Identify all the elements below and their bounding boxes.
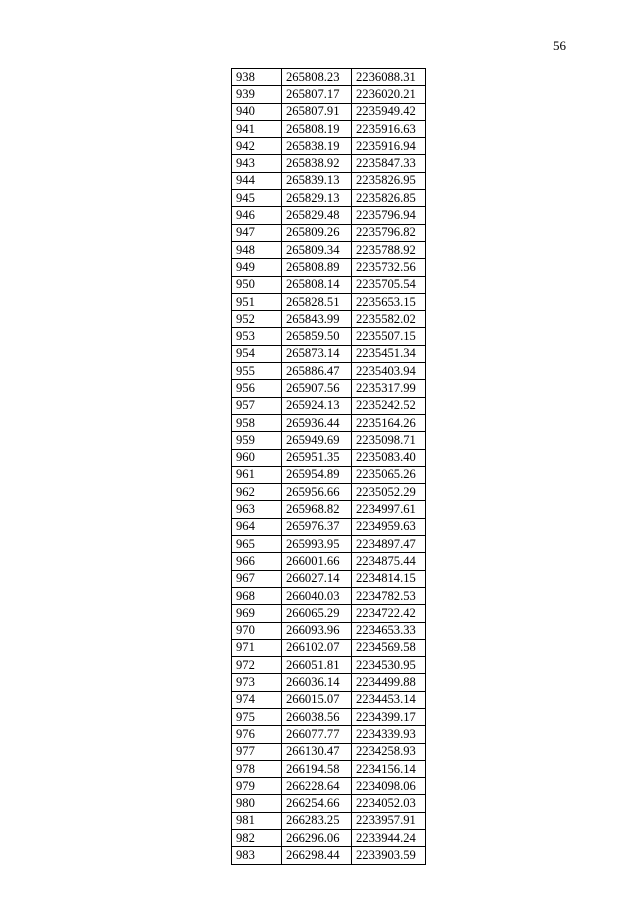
table-row [232,778,426,795]
y-coordinate-cell: 2235796.94 [352,207,426,224]
table-row [232,172,426,189]
point-number-cell: 950 [232,276,282,293]
x-coordinate-cell: 266015.07 [282,691,352,708]
coordinates-table [231,68,426,865]
y-coordinate-cell: 2235916.94 [352,138,426,155]
y-coordinate-cell: 2234653.33 [352,622,426,639]
y-coordinate-cell: 2235451.34 [352,345,426,362]
y-coordinate-cell: 2234156.14 [352,760,426,777]
table-row [232,86,426,103]
x-coordinate-cell: 265886.47 [282,363,352,380]
point-number-cell: 949 [232,259,282,276]
table-row [232,536,426,553]
x-coordinate-cell: 265828.51 [282,293,352,310]
x-coordinate-cell: 265924.13 [282,397,352,414]
coordinates-table-body [232,69,426,865]
point-number-cell: 982 [232,830,282,847]
point-number-cell: 943 [232,155,282,172]
x-coordinate-cell: 265949.69 [282,432,352,449]
table-row [232,207,426,224]
x-coordinate-cell: 265808.23 [282,69,352,86]
point-number-cell: 942 [232,138,282,155]
y-coordinate-cell: 2234722.42 [352,605,426,622]
y-coordinate-cell: 2235164.26 [352,414,426,431]
point-number-cell: 956 [232,380,282,397]
table-row [232,120,426,137]
table-row [232,155,426,172]
x-coordinate-cell: 265956.66 [282,484,352,501]
table-row [232,743,426,760]
y-coordinate-cell: 2234098.06 [352,778,426,795]
y-coordinate-cell: 2235582.02 [352,311,426,328]
point-number-cell: 948 [232,241,282,258]
x-coordinate-cell: 266051.81 [282,657,352,674]
table-row [232,484,426,501]
x-coordinate-cell: 265968.82 [282,501,352,518]
y-coordinate-cell: 2235065.26 [352,466,426,483]
y-coordinate-cell: 2234399.17 [352,708,426,725]
point-number-cell: 959 [232,432,282,449]
point-number-cell: 946 [232,207,282,224]
y-coordinate-cell: 2234453.14 [352,691,426,708]
y-coordinate-cell: 2235788.92 [352,241,426,258]
table-row [232,760,426,777]
table-row [232,363,426,380]
table-row [232,622,426,639]
y-coordinate-cell: 2234569.58 [352,639,426,656]
point-number-cell: 955 [232,363,282,380]
point-number-cell: 978 [232,760,282,777]
y-coordinate-cell: 2235098.71 [352,432,426,449]
y-coordinate-cell: 2235242.52 [352,397,426,414]
x-coordinate-cell: 265807.91 [282,103,352,120]
x-coordinate-cell: 265976.37 [282,518,352,535]
x-coordinate-cell: 266298.44 [282,847,352,864]
table-row [232,345,426,362]
y-coordinate-cell: 2234052.03 [352,795,426,812]
y-coordinate-cell: 2236088.31 [352,69,426,86]
y-coordinate-cell: 2235916.63 [352,120,426,137]
table-row [232,691,426,708]
y-coordinate-cell: 2235826.85 [352,190,426,207]
x-coordinate-cell: 266296.06 [282,830,352,847]
table-row [232,103,426,120]
x-coordinate-cell: 266040.03 [282,587,352,604]
x-coordinate-cell: 265907.56 [282,380,352,397]
x-coordinate-cell: 265873.14 [282,345,352,362]
table-row [232,397,426,414]
table-row [232,830,426,847]
x-coordinate-cell: 266001.66 [282,553,352,570]
table-row [232,795,426,812]
table-row [232,414,426,431]
table-row [232,587,426,604]
table-row [232,311,426,328]
point-number-cell: 973 [232,674,282,691]
x-coordinate-cell: 265829.13 [282,190,352,207]
y-coordinate-cell: 2234782.53 [352,587,426,604]
point-number-cell: 945 [232,190,282,207]
y-coordinate-cell: 2235732.56 [352,259,426,276]
x-coordinate-cell: 266130.47 [282,743,352,760]
x-coordinate-cell: 265808.14 [282,276,352,293]
table-row [232,241,426,258]
x-coordinate-cell: 265859.50 [282,328,352,345]
x-coordinate-cell: 266254.66 [282,795,352,812]
y-coordinate-cell: 2234258.93 [352,743,426,760]
table-row [232,657,426,674]
point-number-cell: 957 [232,397,282,414]
y-coordinate-cell: 2234530.95 [352,657,426,674]
y-coordinate-cell: 2235403.94 [352,363,426,380]
x-coordinate-cell: 265807.17 [282,86,352,103]
x-coordinate-cell: 266077.77 [282,726,352,743]
table-row [232,674,426,691]
point-number-cell: 954 [232,345,282,362]
point-number-cell: 960 [232,449,282,466]
y-coordinate-cell: 2235507.15 [352,328,426,345]
table-row [232,553,426,570]
x-coordinate-cell: 266194.58 [282,760,352,777]
y-coordinate-cell: 2234997.61 [352,501,426,518]
y-coordinate-cell: 2235847.33 [352,155,426,172]
table-row [232,293,426,310]
x-coordinate-cell: 265838.19 [282,138,352,155]
table-row [232,639,426,656]
table-row [232,69,426,86]
x-coordinate-cell: 265809.34 [282,241,352,258]
point-number-cell: 962 [232,484,282,501]
table-row [232,190,426,207]
x-coordinate-cell: 265951.35 [282,449,352,466]
table-row [232,224,426,241]
point-number-cell: 958 [232,414,282,431]
y-coordinate-cell: 2235705.54 [352,276,426,293]
point-number-cell: 938 [232,69,282,86]
point-number-cell: 983 [232,847,282,864]
x-coordinate-cell: 265808.89 [282,259,352,276]
point-number-cell: 972 [232,657,282,674]
x-coordinate-cell: 266102.07 [282,639,352,656]
table-row [232,501,426,518]
x-coordinate-cell: 266065.29 [282,605,352,622]
table-row [232,726,426,743]
point-number-cell: 952 [232,311,282,328]
table-row [232,432,426,449]
x-coordinate-cell: 265954.89 [282,466,352,483]
page-number: 56 [553,38,566,53]
x-coordinate-cell: 266036.14 [282,674,352,691]
point-number-cell: 967 [232,570,282,587]
point-number-cell: 970 [232,622,282,639]
x-coordinate-cell: 266038.56 [282,708,352,725]
point-number-cell: 968 [232,587,282,604]
y-coordinate-cell: 2234959.63 [352,518,426,535]
y-coordinate-cell: 2235052.29 [352,484,426,501]
y-coordinate-cell: 2234875.44 [352,553,426,570]
y-coordinate-cell: 2234897.47 [352,536,426,553]
point-number-cell: 964 [232,518,282,535]
point-number-cell: 969 [232,605,282,622]
x-coordinate-cell: 265829.48 [282,207,352,224]
y-coordinate-cell: 2233957.91 [352,812,426,829]
y-coordinate-cell: 2235653.15 [352,293,426,310]
table-row [232,466,426,483]
point-number-cell: 947 [232,224,282,241]
point-number-cell: 939 [232,86,282,103]
point-number-cell: 975 [232,708,282,725]
y-coordinate-cell: 2236020.21 [352,86,426,103]
y-coordinate-cell: 2233944.24 [352,830,426,847]
x-coordinate-cell: 265843.99 [282,311,352,328]
x-coordinate-cell: 265993.95 [282,536,352,553]
table-row [232,847,426,864]
point-number-cell: 976 [232,726,282,743]
point-number-cell: 944 [232,172,282,189]
x-coordinate-cell: 265936.44 [282,414,352,431]
y-coordinate-cell: 2233903.59 [352,847,426,864]
point-number-cell: 980 [232,795,282,812]
point-number-cell: 979 [232,778,282,795]
x-coordinate-cell: 266093.96 [282,622,352,639]
y-coordinate-cell: 2235826.95 [352,172,426,189]
x-coordinate-cell: 265808.19 [282,120,352,137]
table-row [232,259,426,276]
y-coordinate-cell: 2235317.99 [352,380,426,397]
y-coordinate-cell: 2235083.40 [352,449,426,466]
point-number-cell: 940 [232,103,282,120]
table-row [232,812,426,829]
table-row [232,605,426,622]
table-row [232,276,426,293]
x-coordinate-cell: 265839.13 [282,172,352,189]
x-coordinate-cell: 266027.14 [282,570,352,587]
point-number-cell: 971 [232,639,282,656]
table-row [232,138,426,155]
table-row [232,518,426,535]
y-coordinate-cell: 2235796.82 [352,224,426,241]
table-row [232,570,426,587]
point-number-cell: 966 [232,553,282,570]
point-number-cell: 941 [232,120,282,137]
point-number-cell: 951 [232,293,282,310]
x-coordinate-cell: 266228.64 [282,778,352,795]
point-number-cell: 961 [232,466,282,483]
x-coordinate-cell: 266283.25 [282,812,352,829]
point-number-cell: 974 [232,691,282,708]
y-coordinate-cell: 2234339.93 [352,726,426,743]
table-row [232,449,426,466]
point-number-cell: 965 [232,536,282,553]
x-coordinate-cell: 265838.92 [282,155,352,172]
x-coordinate-cell: 265809.26 [282,224,352,241]
point-number-cell: 953 [232,328,282,345]
table-row [232,708,426,725]
point-number-cell: 977 [232,743,282,760]
y-coordinate-cell: 2234814.15 [352,570,426,587]
point-number-cell: 981 [232,812,282,829]
y-coordinate-cell: 2234499.88 [352,674,426,691]
table-row [232,380,426,397]
point-number-cell: 963 [232,501,282,518]
y-coordinate-cell: 2235949.42 [352,103,426,120]
table-row [232,328,426,345]
